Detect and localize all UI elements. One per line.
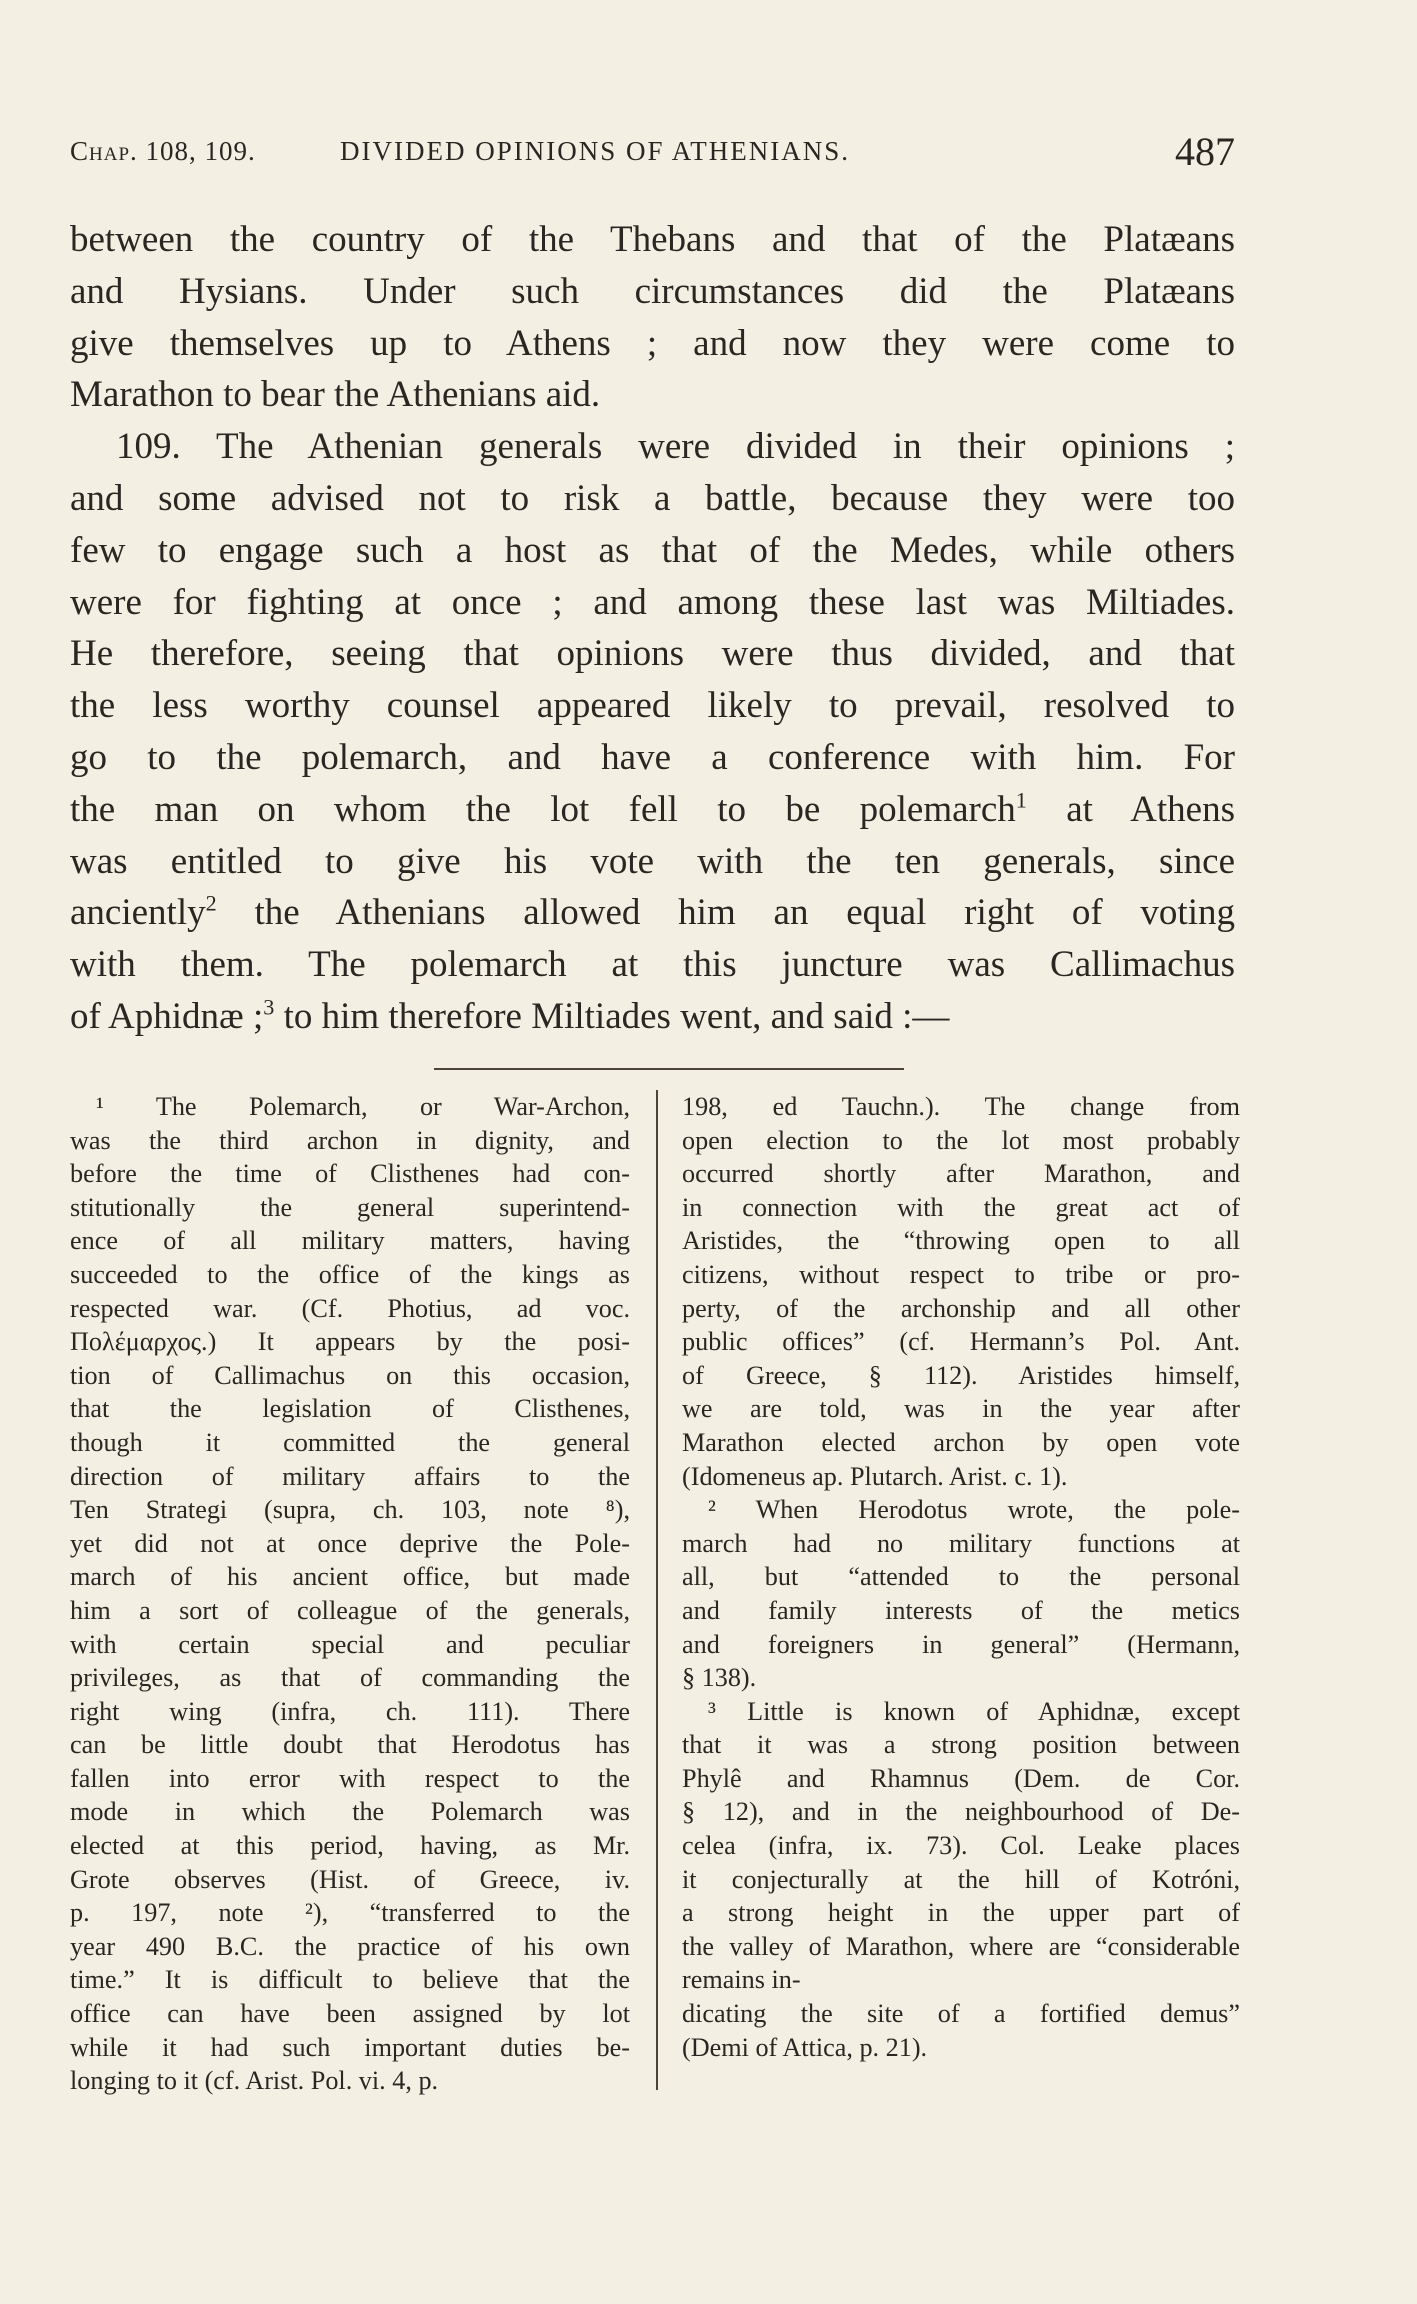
text-line xyxy=(70,887,1235,939)
footnote-line: that it was a strong position between xyxy=(682,1730,1240,1760)
footnote-line: (Demi of Attica, p. 21). xyxy=(682,2032,928,2062)
footnote-line: longing to it (cf. Arist. Pol. vi. 4, p. xyxy=(70,2066,439,2096)
footnote-line: 198, ed Tauchn.). The change from xyxy=(682,1092,1240,1121)
footnote-line: him a sort of colleague of the generals, xyxy=(70,1595,630,1625)
footnote-line: tion of Callimachus on this occasion, xyxy=(70,1360,630,1390)
text-fragment: the Athenians allowed him an equal right of voting xyxy=(254,892,1235,934)
footnote-line: Πολέμαρχος.) It appears by the posi- xyxy=(70,1327,630,1357)
footnote-line: Aristides, the “throwing open to all xyxy=(682,1226,1240,1256)
text-fragment: the man on whom the lot fell to be polemarch xyxy=(70,788,1016,830)
footnote-line: though it committed the general xyxy=(70,1427,630,1457)
footnote-line: in connection with the great act of xyxy=(682,1192,1240,1222)
text-fragment: to him therefore Miltiades went, and said :— xyxy=(283,995,950,1037)
footnote-line: while it had such important duties be- xyxy=(70,2032,630,2062)
text-fragment: anciently xyxy=(70,892,206,934)
main-text xyxy=(70,214,1235,1043)
text-line: and Hysians. Under such circumstances did the Platæans xyxy=(70,270,1235,312)
footnote-line: Marathon elected archon by open vote xyxy=(682,1427,1240,1457)
text-line xyxy=(70,991,1235,1043)
footnote-line: stitutionally the general superintend- xyxy=(70,1192,630,1222)
text-line: were for fighting at once ; and among these last was Miltiades. xyxy=(70,581,1235,623)
text-line: give themselves up to Athens ; and now they were come to xyxy=(70,322,1235,364)
footnote-column-right xyxy=(682,1090,1240,2064)
footnote-line: and foreigners in general” (Hermann, xyxy=(682,1629,1240,1659)
text-line xyxy=(70,784,1235,836)
text-line: with them. The polemarch at this juncture was Callimachus xyxy=(70,944,1235,986)
text-line: He therefore, seeing that opinions were thus divided, and that xyxy=(70,633,1235,675)
paragraph-1 xyxy=(70,214,1235,421)
footnote-line: of Greece, § 112). Aristides himself, xyxy=(682,1360,1240,1390)
footnote-line: perty, of the archonship and all other xyxy=(682,1293,1240,1323)
footnote-rule xyxy=(434,1068,904,1070)
footnote-ref-3[interactable]: 3 xyxy=(263,994,275,1020)
footnote-line: the valley of Marathon, where are “considerable remains in- xyxy=(682,1931,1240,1995)
running-head xyxy=(70,128,1235,184)
text-line: Marathon to bear the Athenians aid. xyxy=(70,374,601,416)
footnote-line: a strong height in the upper part of xyxy=(682,1898,1240,1928)
text-fragment: at Athens xyxy=(1066,788,1235,830)
footnote-line: was the third archon in dignity, and xyxy=(70,1125,630,1155)
footnote-line: we are told, was in the year after xyxy=(682,1394,1240,1424)
running-title: DIVIDED OPINIONS OF ATHENIANS. xyxy=(340,136,850,166)
footnote-line: with certain special and peculiar xyxy=(70,1629,630,1659)
footnotes xyxy=(70,1090,1240,2110)
footnote-line: year 490 B.C. the practice of his own xyxy=(70,1931,630,1961)
chapter-reference: Chap. 108, 109. xyxy=(70,136,256,166)
footnote-line: p. 197, note ²), “transferred to the xyxy=(70,1898,630,1928)
footnote-line: it conjecturally at the hill of Kotróni, xyxy=(682,1864,1240,1894)
paragraph-109 xyxy=(70,421,1235,1043)
footnote-line: Phylê and Rhamnus (Dem. de Cor. xyxy=(682,1763,1240,1793)
text-line: few to engage such a host as that of the Medes, while others xyxy=(70,529,1235,571)
text-line: and some advised not to risk a battle, because they were too xyxy=(70,477,1235,519)
footnote-line: public offices” (cf. Hermann’s Pol. Ant. xyxy=(682,1327,1240,1357)
footnote-line: can be little doubt that Herodotus has xyxy=(70,1730,630,1760)
footnote-line: ² When Herodotus wrote, the pole- xyxy=(708,1495,1240,1525)
footnote-ref-1[interactable]: 1 xyxy=(1015,787,1027,813)
footnote-line: dicating the site of a fortified demus” xyxy=(682,1999,1240,2029)
footnote-line: respected war. (Cf. Photius, ad voc. xyxy=(70,1293,630,1323)
footnote-line: direction of military affairs to the xyxy=(70,1461,630,1491)
footnote-line: Grote observes (Hist. of Greece, iv. xyxy=(70,1864,630,1894)
footnote-ref-2[interactable]: 2 xyxy=(205,891,217,917)
text-line: the less worthy counsel appeared likely to prevail, resolved to xyxy=(70,685,1235,727)
footnote-line: elected at this period, having, as Mr. xyxy=(70,1831,630,1861)
footnote-line: yet did not at once deprive the Pole- xyxy=(70,1528,630,1558)
text-line: was entitled to give his vote with the ten generals, since xyxy=(70,840,1235,882)
footnote-line: ³ Little is known of Aphidnæ, except xyxy=(708,1696,1240,1726)
footnote-line: Ten Strategi (supra, ch. 103, note ⁸), xyxy=(70,1495,630,1525)
footnote-line: that the legislation of Clisthenes, xyxy=(70,1394,630,1424)
footnote-line: ¹ The Polemarch, or War-Archon, xyxy=(96,1092,630,1121)
footnote-line: right wing (infra, ch. 111). There xyxy=(70,1696,630,1726)
footnote-line: march of his ancient office, but made xyxy=(70,1562,630,1592)
footnote-line: (Idomeneus ap. Plutarch. Arist. c. 1). xyxy=(682,1461,1068,1491)
footnote-line: § 12), and in the neighbourhood of De- xyxy=(682,1797,1240,1827)
footnote-line: march had no military functions at xyxy=(682,1528,1240,1558)
footnote-line: mode in which the Polemarch was xyxy=(70,1797,630,1827)
footnote-line: before the time of Clisthenes had con- xyxy=(70,1159,630,1189)
footnote-line: succeeded to the office of the kings as xyxy=(70,1259,630,1289)
footnote-line: ence of all military matters, having xyxy=(70,1226,630,1256)
footnote-line: open election to the lot most probably xyxy=(682,1125,1240,1155)
footnote-line: fallen into error with respect to the xyxy=(70,1763,630,1793)
footnote-line: time.” It is difficult to believe that the xyxy=(70,1965,630,1995)
text-line: go to the polemarch, and have a conference with him. For xyxy=(70,736,1235,778)
text-fragment: of Aphidnæ ; xyxy=(70,995,264,1037)
footnote-column-left xyxy=(70,1090,630,2098)
footnote-line: and family interests of the metics xyxy=(682,1595,1240,1625)
footnote-line: occurred shortly after Marathon, and xyxy=(682,1159,1240,1189)
footnote-line: celea (infra, ix. 73). Col. Leake places xyxy=(682,1831,1240,1861)
footnote-line: privileges, as that of commanding the xyxy=(70,1663,630,1693)
column-divider xyxy=(656,1090,658,2090)
text-line: between the country of the Thebans and that of the Platæans xyxy=(70,219,1235,260)
page-number: 487 xyxy=(1175,129,1235,174)
footnote-line: all, but “attended to the personal xyxy=(682,1562,1240,1592)
footnote-line: office can have been assigned by lot xyxy=(70,1999,630,2029)
footnote-line: citizens, without respect to tribe or pro- xyxy=(682,1259,1240,1289)
text-line: 109. The Athenian generals were divided in their opinions ; xyxy=(116,426,1235,468)
footnote-line: § 138). xyxy=(682,1663,757,1693)
